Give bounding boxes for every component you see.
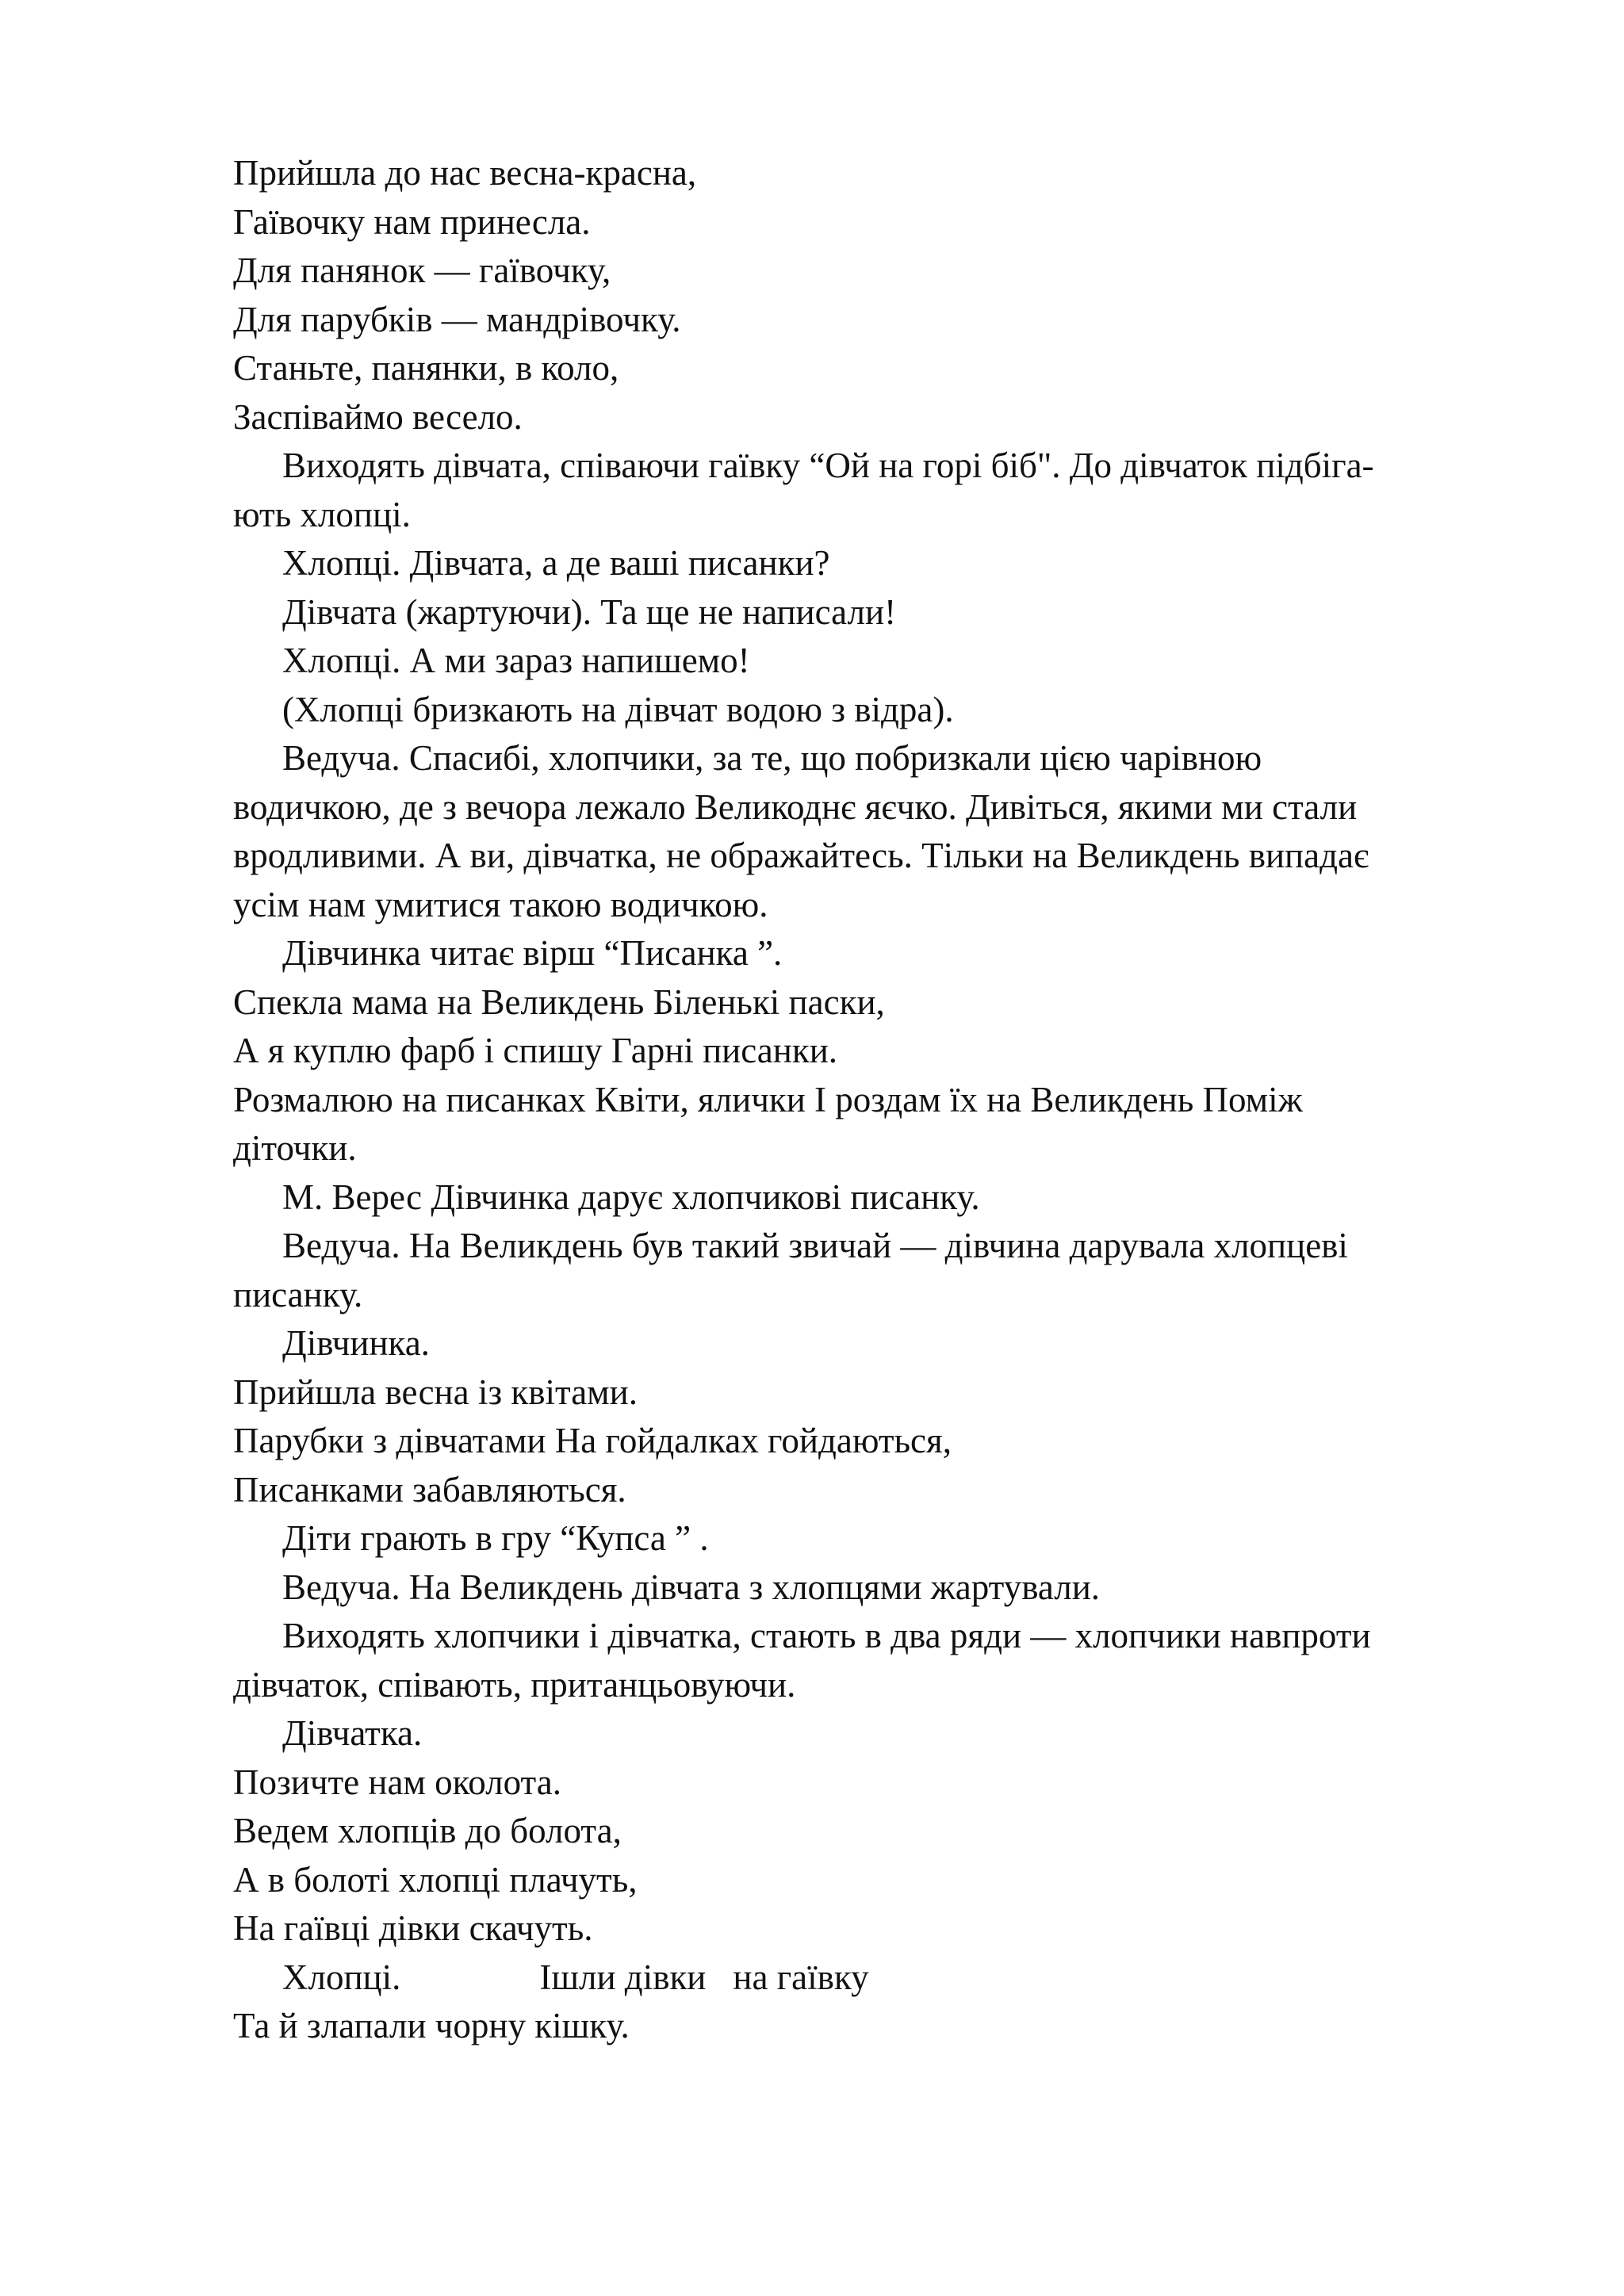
poem-line: Станьте, панянки, в коло, [233,348,619,388]
poem-line: А я куплю фарб і спишу Гарні писанки. [233,1031,838,1070]
poem-line: Писанками забавляються. [233,1469,626,1510]
speaker-label: Хлопці. [282,1957,401,1997]
dialogue-line-continued: усім нам умитися такою водичкою. [233,884,768,924]
dialogue-line-continued: водичкою, де з вечора лежало Великоднє яєчко. Дивіться, якими ми стали [233,786,1358,827]
poem-line: Позичте нам околота. [233,1762,561,1802]
poem-line: Спекла мама на Великдень Біленькі паски, [233,982,885,1022]
dialogue-line-continued: писанку. [233,1274,363,1314]
poem-line: На гаївці дівки скачуть. [233,1908,593,1948]
speaker-label: Дівчинка. [282,1323,430,1363]
poem-line: Заспіваймо весело. [233,396,523,437]
stage-direction-continued: ють хлопці. [233,494,411,534]
poem-line: Гаївочку нам принесла. [233,201,591,242]
poem-line-continued: діточки. [233,1128,357,1168]
stage-direction: Виходять хлопчики і дівчатка, стають в два ряди — хлопчики навпроти [282,1616,1371,1655]
poem-line: Для панянок — гаївочку, [233,251,611,290]
poem-line: Ведем хлопців до болота, [233,1811,622,1850]
poem-fragment: на гаївку [733,1957,869,1997]
stage-direction-continued: дівчаток, співають, пританцьовуючи. [233,1664,796,1705]
poem-line: Прийшла весна із квітами. [233,1372,638,1412]
stage-direction: (Хлопці бризкають на дівчат водою з відра). [282,689,954,729]
poem-line: Для парубків — мандрівочку. [233,299,681,339]
poem-line: Парубки з дівчатами На гойдалках гойдаються, [233,1421,952,1460]
dialogue-line: Ведуча. На Великдень був такий звичай — дівчина дарувала хлопцеві [282,1226,1348,1265]
stage-direction: Виходять дівчата, співаючи гаївку “Ой на горі біб". До дівчаток підбіга- [282,446,1374,485]
dialogue-line: Ведуча. Спасибі, хлопчики, за те, що побризкали цією чарівною [282,738,1262,778]
document-page [233,149,1486,2051]
dialogue-line: Хлопці. А ми зараз напишемо! [282,641,750,680]
dialogue-line [233,1954,1486,2003]
poem-line: Та й злапали чорну кішку. [233,2006,630,2045]
dialogue-line-continued: вродливими. А ви, дівчатка, не ображайтесь. Тільки на Великдень випадає [233,836,1369,875]
poem-fragment: Ішли дівки [539,1957,707,1997]
dialogue-line: Ведуча. На Великдень дівчата з хлопцями жартували. [282,1567,1101,1607]
poem-line: Прийшла до нас весна-красна, [233,153,697,193]
stage-direction: М. Верес Дівчинка дарує хлопчикові писанку. [282,1177,980,1217]
dialogue-line: Хлопці. Дівчата, а де ваші писанки? [282,543,830,583]
stage-direction: Діти грають в гру “Купса ” . [282,1518,709,1558]
speaker-label: Дівчатка. [282,1713,423,1753]
stage-direction: Дівчинка читає вірш “Писанка ”. [282,933,783,973]
poem-line: Розмалюю на писанках Квіти, ялички І роздам їх на Великдень Поміж [233,1079,1303,1119]
dialogue-line: Дівчата (жартуючи). Та ще не написали! [282,591,897,632]
poem-line: А в болоті хлопці плачуть, [233,1859,638,1900]
